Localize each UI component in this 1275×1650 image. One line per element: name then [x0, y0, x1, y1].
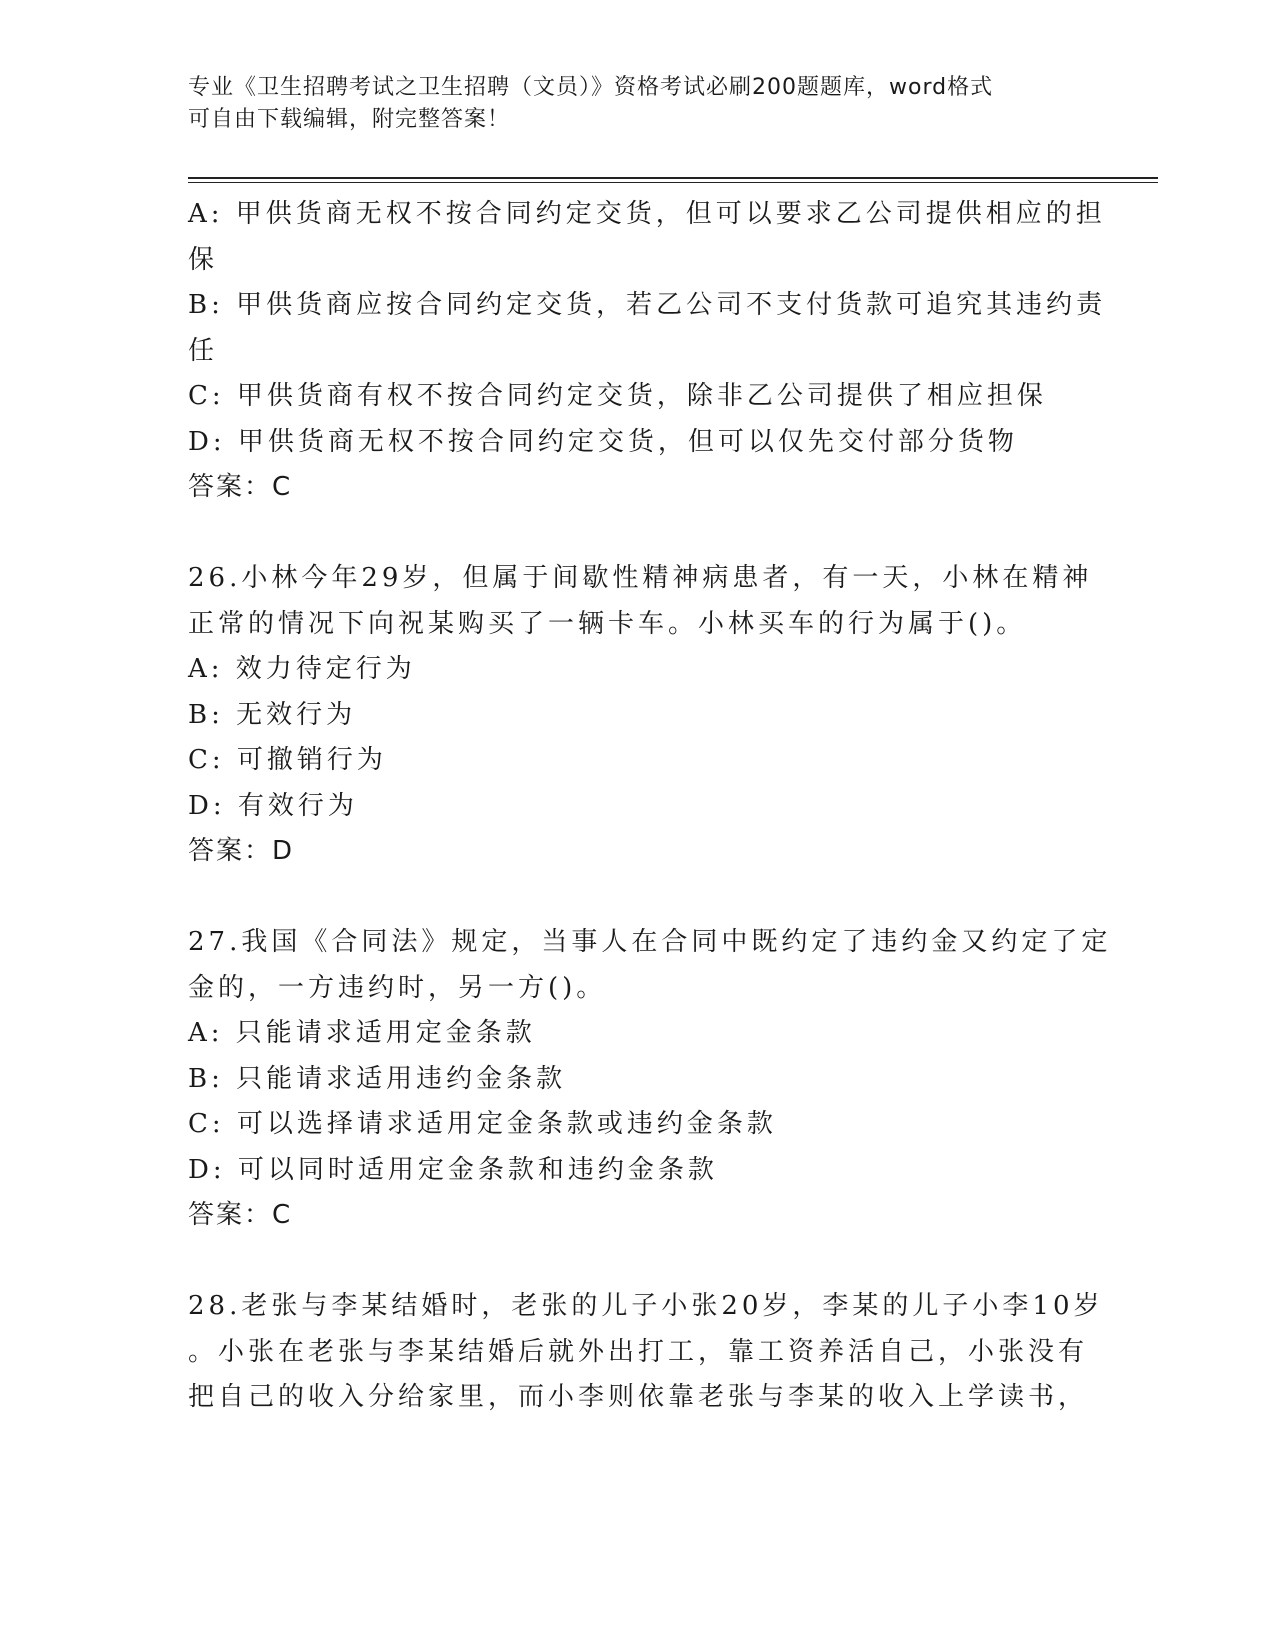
option-b: B: 只能请求适用违约金条款 [188, 1063, 567, 1094]
document-header [188, 72, 1088, 136]
option-b-continued: 任 [188, 335, 219, 366]
question-stem: 27.我国《合同法》规定，当事人在合同中既约定了违约金又约定了定 [188, 927, 1112, 957]
option-a: A: 只能请求适用定金条款 [188, 1018, 536, 1048]
header-title-line-2: 可自由下载编辑，附完整答案！ [188, 107, 511, 132]
option-d: D: 甲供货商无权不按合同约定交货，但可以仅先交付部分货物 [188, 426, 1018, 457]
question-25-block [188, 192, 1107, 511]
option-c: C: 甲供货商有权不按合同约定交货，除非乙公司提供了相应担保 [188, 381, 1047, 411]
question-27-block [188, 920, 1112, 1239]
question-stem-continued: 把自己的收入分给家里，而小李则依靠老张与李某的收入上学读书， [188, 1382, 1089, 1412]
question-stem-continued: 正常的情况下向祝某购买了一辆卡车。小林买车的行为属于()。 [188, 608, 1027, 639]
answer-line: 答案：D [188, 836, 295, 866]
answer-line: 答案：C [188, 472, 293, 502]
option-c: C: 可撤销行为 [188, 745, 387, 775]
header-rule-thick [188, 177, 1158, 179]
option-d: D: 有效行为 [188, 790, 358, 821]
spacer [188, 1239, 1088, 1285]
option-a-continued: 保 [188, 244, 219, 275]
question-stem-continued: 。小张在老张与李某结婚后就外出打工，靠工资养活自己，小张没有 [188, 1336, 1089, 1367]
header-rule-thin [188, 182, 1158, 183]
option-b: B: 甲供货商应按合同约定交货，若乙公司不支付货款可追究其违约责 [188, 290, 1107, 320]
option-d: D: 可以同时适用定金条款和违约金条款 [188, 1154, 718, 1185]
spacer [188, 511, 1088, 557]
question-28-block [188, 1284, 1104, 1421]
option-a: A: 效力待定行为 [188, 654, 416, 684]
answer-line: 答案：C [188, 1200, 293, 1230]
option-c: C: 可以选择请求适用定金条款或违约金条款 [188, 1109, 777, 1139]
option-a: A: 甲供货商无权不按合同约定交货，但可以要求乙公司提供相应的担 [188, 199, 1106, 229]
question-26-block [188, 556, 1093, 875]
question-stem-continued: 金的，一方违约时，另一方()。 [188, 972, 607, 1003]
spacer [188, 875, 1088, 921]
question-stem: 26.小林今年29岁，但属于间歇性精神病患者，有一天，小林在精神 [188, 563, 1093, 593]
option-b: B: 无效行为 [188, 699, 357, 730]
header-title-line-1: 专业《卫生招聘考试之卫生招聘（文员）》资格考试必刷200题题库，word格式 [188, 75, 994, 100]
question-stem: 28.老张与李某结婚时，老张的儿子小张20岁，李某的儿子小李10岁 [188, 1291, 1104, 1321]
question-content [188, 192, 1112, 1421]
